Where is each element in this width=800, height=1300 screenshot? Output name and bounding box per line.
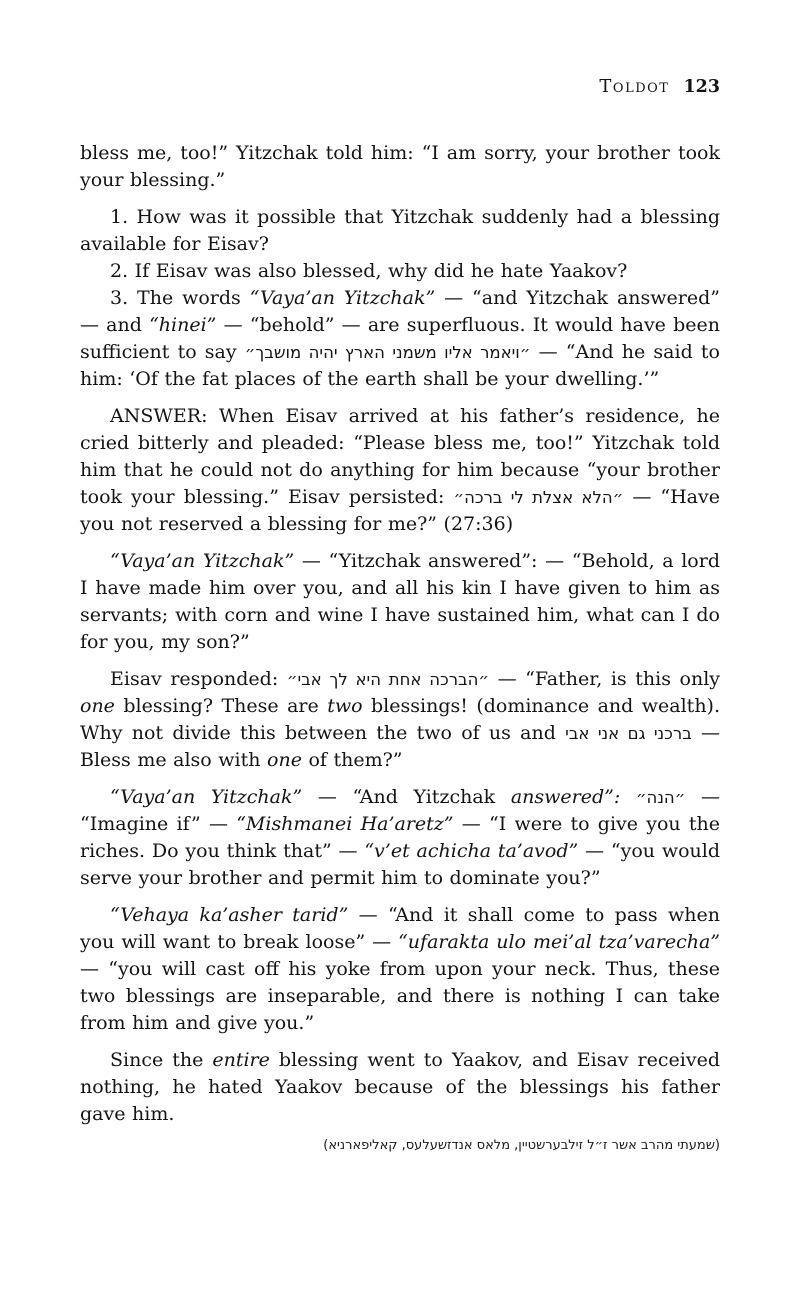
vehaya-kaasher-tarid-paragraph bbox=[80, 902, 720, 1037]
italic-text: answered”: bbox=[510, 786, 621, 808]
body-text: — “Yitzchak answered”: — “Behold, a lord I have made him over you, and all his kin I have given to him as servants; with corn and wine I have sustained him, what can I do for you, my son?” bbox=[80, 550, 720, 653]
vayaan-yitzchak-first-reply bbox=[80, 548, 720, 656]
body-text: — “you will cast off his yoke from upon your neck. Thus, these two blessings are inseparable, and there is nothing I can take from him and give you.” bbox=[80, 958, 720, 1034]
italic-text: “hinei” bbox=[149, 314, 217, 336]
page-number: 123 bbox=[683, 77, 720, 97]
body-text: — “And he said to him: ‘Of the fat places of the earth shall be your dwelling.’” bbox=[80, 341, 720, 390]
paragraph-list bbox=[80, 140, 720, 1128]
answer-paragraph bbox=[80, 403, 720, 538]
italic-text: “Vaya’an Yitzchak” bbox=[110, 786, 303, 808]
italic-text: “Vehaya ka’asher tarid” bbox=[110, 904, 349, 926]
body-text: blessing went to Yaakov, and Eisav received nothing, he hated Yaakov because of the blessings his father gave him. bbox=[80, 1049, 720, 1125]
hebrew-phrase: ברכני גם אני אבי bbox=[565, 724, 692, 743]
eisav-responded-paragraph bbox=[80, 666, 720, 774]
vayaan-yitzchak-second-reply bbox=[80, 784, 720, 892]
body-text: ANSWER: When Eisav arrived at his father’s residence, he cried bitterly and pleaded: “Please bless me, too!” Yitzchak told him that he could not do anything for him because “your brother took your blessing.” Eisav persisted: bbox=[80, 405, 720, 508]
running-head bbox=[599, 76, 720, 97]
italic-text: “v’et achicha ta’avod” bbox=[364, 840, 579, 862]
body-text: — Bless me also with bbox=[80, 722, 721, 771]
body-text: — “And Yitzchak bbox=[302, 786, 511, 808]
body-text: Since the bbox=[110, 1049, 213, 1071]
body-text: bless me, too!” Yitzchak told him: “I am sorry, your brother took your blessing.” bbox=[80, 142, 720, 191]
body-text: of them?” bbox=[301, 749, 403, 771]
body-text bbox=[620, 786, 636, 808]
body-text: — “Have you not reserved a blessing for me?” (27:36) bbox=[80, 486, 720, 535]
body-text: — “and Yitzchak answered” — and bbox=[80, 287, 720, 336]
italic-text: one bbox=[267, 749, 302, 771]
body-text: — “Imagine if” — bbox=[80, 786, 720, 835]
body-text: blessings! (dominance and wealth). Why not divide this between the two of us and bbox=[80, 695, 721, 744]
hebrew-phrase: ״הברכה אחת היא לך אבי״ bbox=[286, 670, 490, 689]
body-text-block bbox=[80, 140, 720, 1153]
hebrew-phrase: ״הנה״ bbox=[635, 788, 686, 807]
italic-text: one bbox=[80, 695, 115, 717]
body-text: — “And it shall come to pass when you will want to break loose” — bbox=[80, 904, 720, 953]
body-text: Eisav responded: bbox=[110, 668, 287, 690]
body-text: 3. The words bbox=[110, 287, 250, 309]
italic-text: entire bbox=[212, 1049, 270, 1071]
body-text: — “behold” — are superfluous. It would have been sufficient to say bbox=[80, 314, 720, 363]
italic-text: “Mishmanei Ha’aretz” bbox=[236, 813, 454, 835]
section-title: Toldot bbox=[599, 76, 670, 97]
body-text: — “you would serve your brother and permit him to dominate you?” bbox=[80, 840, 721, 889]
conclusion-paragraph bbox=[80, 1047, 720, 1128]
body-text: blessing? These are bbox=[114, 695, 328, 717]
question-2 bbox=[80, 258, 720, 285]
question-1 bbox=[80, 204, 720, 258]
question-3 bbox=[80, 285, 720, 393]
hebrew-phrase: ״ויאמר אליו משמני הארץ יהיה מושבך״ bbox=[244, 343, 531, 362]
italic-text: two bbox=[327, 695, 363, 717]
source-attribution: (שמעתי מהרב אשר ז״ל זילבערשטיין, מלאס אנדזשעלעס, קאליפארניא) bbox=[323, 1138, 720, 1153]
body-text: 1. How was it possible that Yitzchak suddenly had a blessing available for Eisav? bbox=[80, 206, 720, 255]
body-text: 2. If Eisav was also blessed, why did he hate Yaakov? bbox=[110, 260, 628, 282]
body-text: — “I were to give you the riches. Do you think that” — bbox=[80, 813, 721, 862]
hebrew-phrase: ״הלא אצלת לי ברכה״ bbox=[453, 488, 624, 507]
italic-text: “Vaya’an Yitzchak” bbox=[110, 550, 295, 572]
italic-text: “Vaya’an Yitzchak” bbox=[249, 287, 436, 309]
paragraph-continuation bbox=[80, 140, 720, 194]
italic-text: “ufarakta ulo mei’al tza’varecha” bbox=[398, 931, 720, 953]
body-text: — “Father, is this only bbox=[489, 668, 721, 690]
